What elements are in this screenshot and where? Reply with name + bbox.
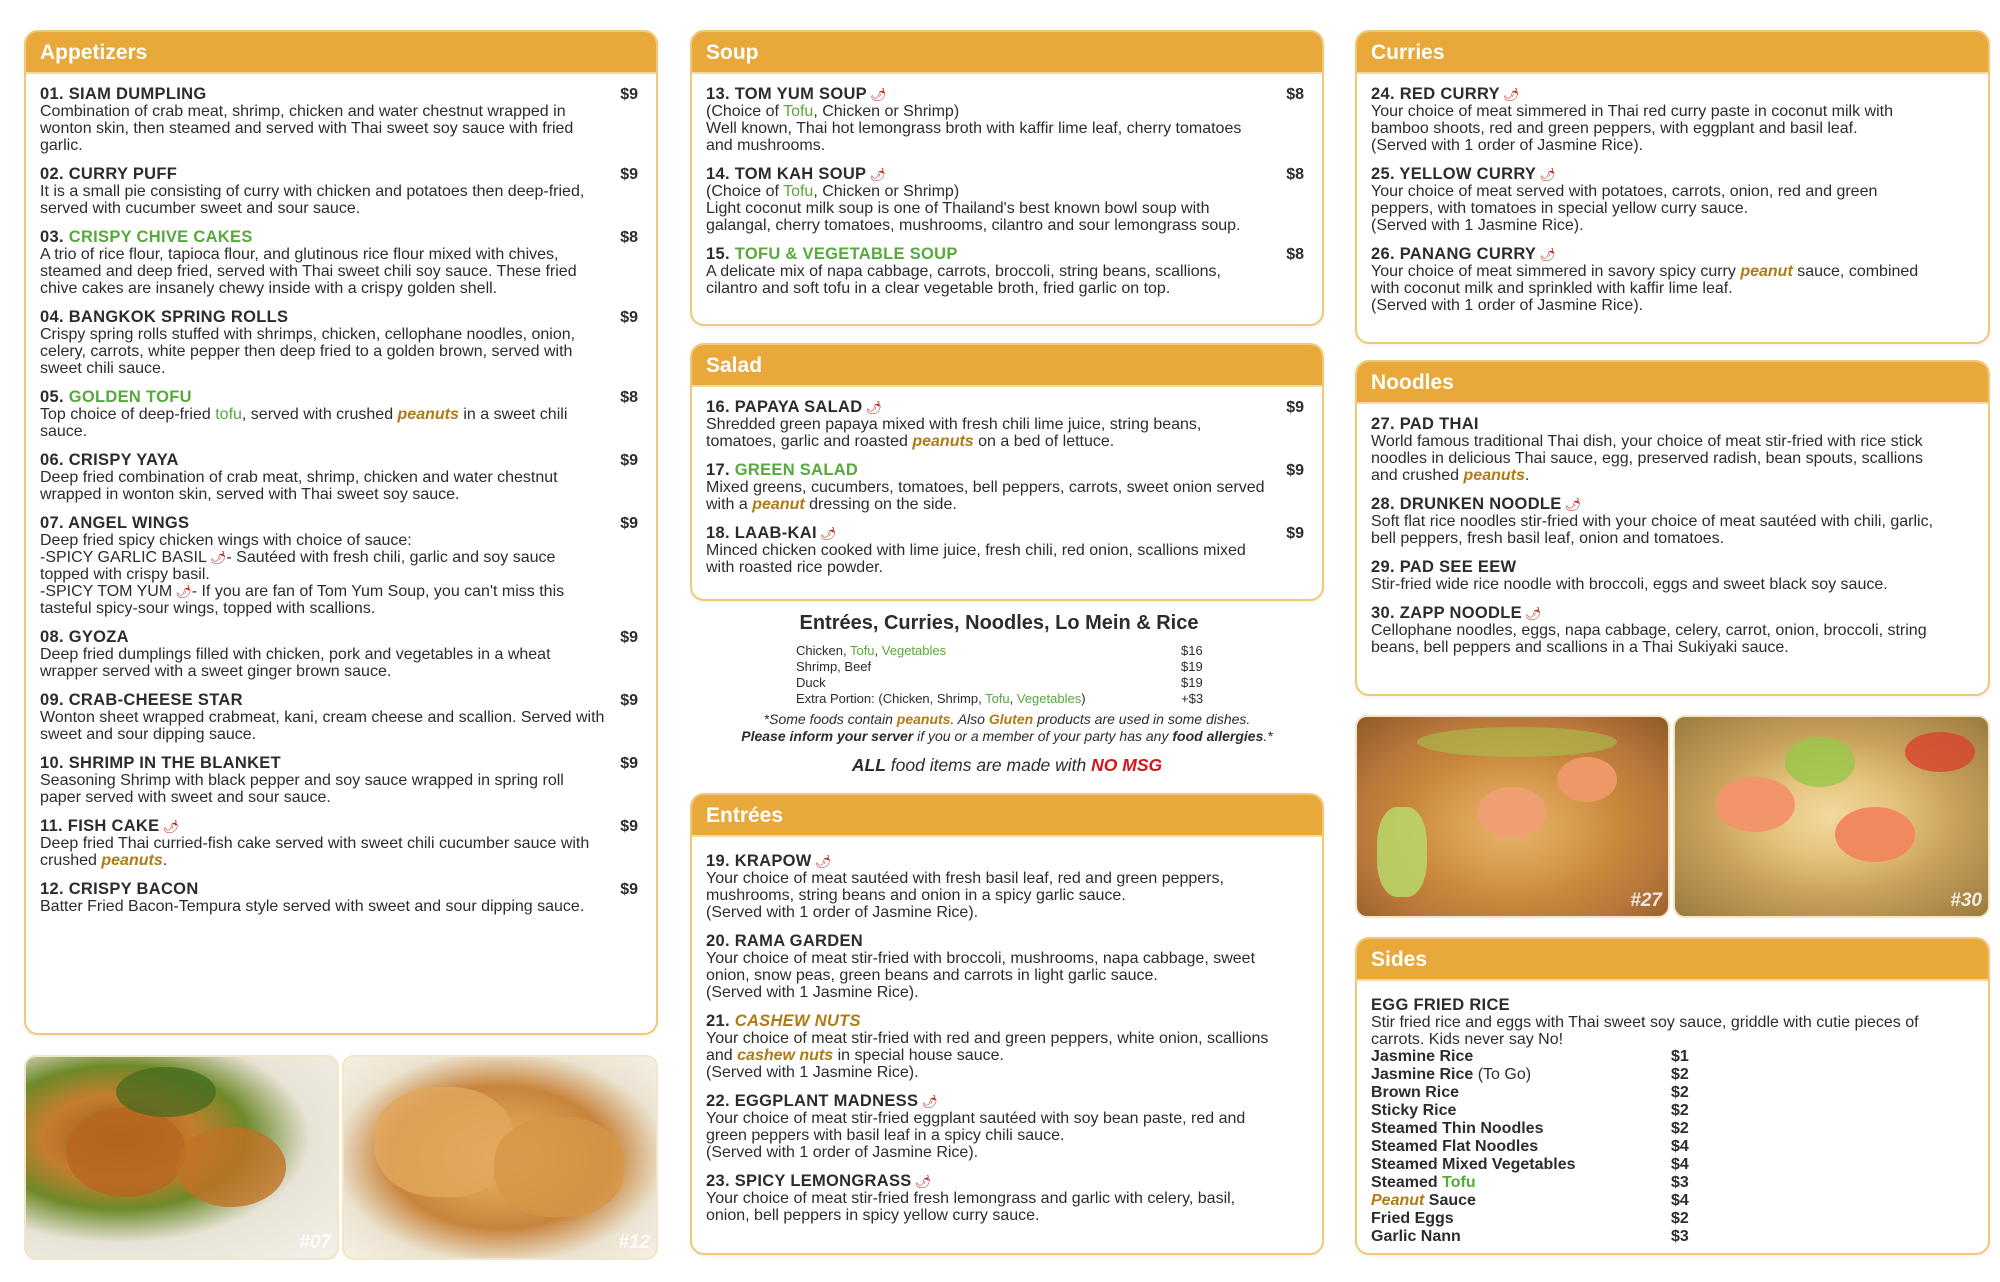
item-desc: Your choice of meat simmered in savory spicy curry peanut sauce, combined with coconut milk and sprinkled with kaffir lime leaf. bbox=[1371, 263, 1919, 297]
chili-pepper-icon: 🌶 bbox=[1524, 606, 1542, 621]
menu-item bbox=[40, 629, 642, 680]
menu-item bbox=[706, 399, 1308, 450]
item-price: $9 bbox=[620, 452, 638, 469]
menu-item bbox=[1371, 559, 1974, 593]
item-served: (Served with 1 order of Jasmine Rice). bbox=[706, 904, 979, 921]
menu-item bbox=[1371, 496, 1974, 547]
item-name: 27. PAD THAI bbox=[1371, 415, 1479, 433]
item-price: $9 bbox=[1286, 462, 1304, 479]
chili-pepper-icon: 🌶 bbox=[175, 584, 192, 599]
menu-item bbox=[40, 452, 642, 503]
chili-pepper-icon: 🌶 bbox=[162, 819, 180, 834]
side-item: Steamed Thin Noodles $2 bbox=[1371, 1120, 1689, 1137]
pricing-row: Shrimp, Beef $19 bbox=[796, 659, 1203, 674]
item-desc: Minced chicken cooked with lime juice, fresh chili, red onion, scallions mixed with roasted rice powder. bbox=[706, 542, 1246, 576]
item-name: 20. RAMA GARDEN bbox=[706, 932, 863, 950]
item-price: $9 bbox=[620, 755, 638, 772]
item-desc: Crispy spring rolls stuffed with shrimps, chicken, cellophane noodles, onion, celery, carrots, white pepper then deep fried to a golden brown, served with sweet chili sauce. bbox=[40, 326, 576, 377]
menu-item bbox=[1371, 86, 1974, 154]
item-choice: (Choice of Tofu, Chicken or Shrimp) bbox=[706, 183, 960, 200]
pricing-table bbox=[796, 643, 1231, 707]
menu-item bbox=[706, 1013, 1308, 1081]
item-sub-option: -SPICY GARLIC BASIL 🌶- Sautéed with fresh chili, garlic and soy sauce topped with crispy basil. bbox=[40, 549, 556, 583]
item-name: 25. YELLOW CURRY 🌶 bbox=[1371, 165, 1557, 183]
photo-label: #12 bbox=[618, 1232, 650, 1253]
item-desc: Deep fried dumplings filled with chicken, pork and vegetables in a wheat wrapper served with a sweet ginger brown sauce. bbox=[40, 646, 551, 680]
item-price: $8 bbox=[1286, 86, 1304, 103]
photo-crispy-bacon bbox=[342, 1055, 658, 1260]
photo-label: #30 bbox=[1950, 890, 1982, 911]
menu-item bbox=[706, 246, 1308, 297]
item-desc: Your choice of meat stir-fried fresh lemongrass and garlic with celery, basil, onion, bell peppers in spicy yellow curry sauce. bbox=[706, 1190, 1236, 1224]
menu-item bbox=[40, 86, 642, 154]
item-desc: A delicate mix of napa cabbage, carrots, broccoli, string beans, scallions, cilantro and soft tofu in a clear vegetable broth, fried garlic on top. bbox=[706, 263, 1221, 297]
side-item: Jasmine Rice (To Go) $2 bbox=[1371, 1066, 1689, 1083]
item-name: 13. TOM YUM SOUP 🌶 bbox=[706, 85, 887, 103]
chili-pepper-icon: 🌶 bbox=[1539, 167, 1557, 182]
item-desc: Mixed greens, cucumbers, tomatoes, bell peppers, carrots, sweet onion served with a peanut dressing on the side. bbox=[706, 479, 1265, 513]
item-desc: Deep fried combination of crab meat, shrimp, chicken and water chestnut wrapped in wonton skin, served with Thai sweet soy sauce. bbox=[40, 469, 558, 503]
menu-item bbox=[40, 881, 642, 915]
item-name: 28. DRUNKEN NOODLE 🌶 bbox=[1371, 495, 1582, 513]
item-price: $9 bbox=[620, 629, 638, 646]
sides-list bbox=[1371, 1048, 1974, 1246]
menu-item bbox=[706, 86, 1308, 154]
item-served: (Served with 1 order of Jasmine Rice). bbox=[706, 1144, 979, 1161]
side-item: Steamed Mixed Vegetables $4 bbox=[1371, 1156, 1689, 1173]
pricing-row: Extra Portion: (Chicken, Shrimp, Tofu, Vegetables) +$3 bbox=[796, 691, 1204, 706]
item-name: 19. KRAPOW 🌶 bbox=[706, 852, 832, 870]
item-name: 21. CASHEW NUTS bbox=[706, 1012, 861, 1030]
side-item: Brown Rice $2 bbox=[1371, 1084, 1689, 1101]
item-price: $8 bbox=[620, 229, 638, 246]
allergy-note: *Some foods contain peanuts. Also Gluten products are used in some dishes. Please inform your server if you or a member of your party has any food allergies.* bbox=[741, 711, 1273, 744]
menu-item bbox=[706, 525, 1308, 576]
menu-item bbox=[706, 853, 1308, 921]
photo-label: #07 bbox=[299, 1232, 331, 1253]
item-desc: Your choice of meat simmered in Thai red curry paste in coconut milk with bamboo shoots, red and green peppers, with eggplant and basil leaf. bbox=[1371, 103, 1894, 137]
item-name: 06. CRISPY YAYA bbox=[40, 451, 179, 469]
no-msg-note: ALL food items are made with NO MSG bbox=[851, 755, 1163, 775]
item-desc: Your choice of meat stir-fried eggplant sautéed with soy bean paste, red and green peppers with basil leaf in a spicy chili sauce. bbox=[706, 1110, 1246, 1144]
item-name: 04. BANGKOK SPRING ROLLS bbox=[40, 308, 289, 326]
chili-pepper-icon: 🌶 bbox=[1539, 247, 1557, 262]
menu-item bbox=[706, 1093, 1308, 1161]
item-served: (Served with 1 Jasmine Rice). bbox=[1371, 217, 1584, 234]
chili-pepper-icon: 🌶 bbox=[819, 526, 837, 541]
item-price: $9 bbox=[620, 881, 638, 898]
menu-item bbox=[706, 1173, 1308, 1224]
entrees-title: Entrées bbox=[692, 795, 1322, 837]
item-choice: (Choice of Tofu, Chicken or Shrimp) bbox=[706, 103, 960, 120]
item-desc: Soft flat rice noodles stir-fried with your choice of meat sautéed with chili, garlic, bell peppers, fresh basil leaf, onion and tomatoes. bbox=[1371, 513, 1934, 547]
item-desc: A trio of rice flour, tapioca flour, and glutinous rice flour mixed with chives, steamed and deep fried, served with Thai sweet chili soy sauce. These fried chive cakes are insanely chewy inside with a crispy golden shell. bbox=[40, 246, 577, 297]
chili-pepper-icon: 🌶 bbox=[921, 1094, 939, 1109]
pricing-block bbox=[692, 612, 1322, 775]
item-name: 29. PAD SEE EEW bbox=[1371, 558, 1517, 576]
item-name: 07. ANGEL WINGS bbox=[40, 514, 190, 532]
pricing-row: Chicken, Tofu, Vegetables $16 bbox=[796, 643, 1203, 658]
salad-title: Salad bbox=[692, 345, 1322, 387]
item-name: 09. CRAB-CHEESE STAR bbox=[40, 691, 243, 709]
side-item: Steamed Tofu $3 bbox=[1371, 1174, 1689, 1191]
photo-angel-wings bbox=[24, 1055, 339, 1260]
pricing-row: Duck $19 bbox=[796, 675, 1203, 690]
item-price: $8 bbox=[620, 389, 638, 406]
item-name: 18. LAAB-KAI 🌶 bbox=[706, 524, 837, 542]
item-desc: Top choice of deep-fried tofu, served with crushed peanuts in a sweet chili sauce. bbox=[40, 406, 568, 440]
curries-panel bbox=[1355, 30, 1990, 344]
menu-item bbox=[706, 166, 1308, 234]
side-item: Garlic Nann $3 bbox=[1371, 1228, 1689, 1245]
item-served: (Served with 1 Jasmine Rice). bbox=[706, 984, 919, 1001]
item-price: $8 bbox=[1286, 166, 1304, 183]
item-price: $9 bbox=[1286, 399, 1304, 416]
item-price: $9 bbox=[620, 692, 638, 709]
item-served: (Served with 1 order of Jasmine Rice). bbox=[1371, 137, 1644, 154]
egg-fried-rice-desc: Stir fried rice and eggs with Thai sweet soy sauce, griddle with cutie pieces of carrots. Kids never say No! bbox=[1371, 1014, 1919, 1048]
item-name: 15. TOFU & VEGETABLE SOUP bbox=[706, 245, 958, 263]
item-desc: Your choice of meat sautéed with fresh basil leaf, red and green peppers, mushrooms, string beans and onion in a spicy garlic sauce. bbox=[706, 870, 1224, 904]
chili-pepper-icon: 🌶 bbox=[1502, 87, 1520, 102]
side-item: Fried Eggs $2 bbox=[1371, 1210, 1689, 1227]
item-desc: Shredded green papaya mixed with fresh chili lime juice, string beans, tomatoes, garlic and roasted peanuts on a bed of lettuce. bbox=[706, 416, 1202, 450]
chili-pepper-icon: 🌶 bbox=[814, 854, 832, 869]
item-name: 14. TOM KAH SOUP 🌶 bbox=[706, 165, 887, 183]
item-name: 26. PANANG CURRY 🌶 bbox=[1371, 245, 1557, 263]
menu-item bbox=[706, 933, 1308, 1001]
item-price: $9 bbox=[620, 818, 638, 835]
menu-item bbox=[706, 462, 1308, 513]
side-item: Sticky Rice $2 bbox=[1371, 1102, 1689, 1119]
item-sub-option: -SPICY TOM YUM 🌶- If you are fan of Tom Yum Soup, you can't miss this tasteful spicy-sour wings, topped with scallions. bbox=[40, 583, 565, 617]
item-served: (Served with 1 Jasmine Rice). bbox=[706, 1064, 919, 1081]
side-item: Steamed Flat Noodles $4 bbox=[1371, 1138, 1689, 1155]
menu-item bbox=[40, 818, 642, 869]
item-name: 24. RED CURRY 🌶 bbox=[1371, 85, 1520, 103]
item-desc: Batter Fried Bacon-Tempura style served with sweet and sour dipping sauce. bbox=[40, 898, 585, 915]
item-name: 17. GREEN SALAD bbox=[706, 461, 859, 479]
chili-pepper-icon: 🌶 bbox=[209, 550, 227, 565]
noodles-title: Noodles bbox=[1357, 362, 1988, 404]
menu-item bbox=[40, 755, 642, 806]
menu-item bbox=[40, 229, 642, 297]
item-desc: Your choice of meat stir-fried with broccoli, mushrooms, napa cabbage, sweet onion, snow peas, green beans and carrots in light garlic sauce. bbox=[706, 950, 1256, 984]
menu-item bbox=[40, 309, 642, 377]
menu-item bbox=[40, 515, 642, 617]
item-desc: Your choice of meat stir-fried with red and green peppers, white onion, scallions and cashew nuts in special house sauce. bbox=[706, 1030, 1269, 1064]
sides-title: Sides bbox=[1357, 939, 1988, 981]
photo-label: #27 bbox=[1630, 890, 1662, 911]
item-name: 30. ZAPP NOODLE 🌶 bbox=[1371, 604, 1542, 622]
menu-item bbox=[1371, 246, 1974, 314]
menu-item bbox=[1371, 416, 1974, 484]
noodles-panel bbox=[1355, 360, 1990, 696]
item-name: 22. EGGPLANT MADNESS 🌶 bbox=[706, 1092, 939, 1110]
item-price: $9 bbox=[620, 309, 638, 326]
item-name: 23. SPICY LEMONGRASS 🌶 bbox=[706, 1172, 932, 1190]
soup-panel bbox=[690, 30, 1324, 326]
entrees-panel bbox=[690, 793, 1324, 1255]
pricing-title: Entrées, Curries, Noodles, Lo Mein & Rice bbox=[799, 612, 1199, 634]
menu-item bbox=[40, 692, 642, 743]
item-name: 11. FISH CAKE 🌶 bbox=[40, 817, 180, 835]
chili-pepper-icon: 🌶 bbox=[914, 1174, 932, 1189]
photo-pad-thai bbox=[1355, 715, 1670, 918]
item-name: 03. CRISPY CHIVE CAKES bbox=[40, 228, 253, 246]
item-desc: Your choice of meat served with potatoes, carrots, onion, red and green peppers, with tomatoes in special yellow curry sauce. bbox=[1371, 183, 1878, 217]
item-name: 02. CURRY PUFF bbox=[40, 165, 178, 183]
salad-panel bbox=[690, 343, 1324, 601]
photo-zapp-noodle bbox=[1673, 715, 1990, 918]
item-name: 12. CRISPY BACON bbox=[40, 880, 199, 898]
side-item: Jasmine Rice $1 bbox=[1371, 1048, 1689, 1065]
item-desc: Wonton sheet wrapped crabmeat, kani, cream cheese and scallion. Served with sweet and sour dipping sauce. bbox=[40, 709, 605, 743]
item-desc: It is a small pie consisting of curry with chicken and potatoes then deep-fried, served with cucumber sweet and sour sauce. bbox=[40, 183, 585, 217]
appetizers-title: Appetizers bbox=[26, 32, 656, 74]
item-name: 01. SIAM DUMPLING bbox=[40, 85, 207, 103]
chili-pepper-icon: 🌶 bbox=[869, 167, 887, 182]
item-desc: World famous traditional Thai dish, your choice of meat stir-fried with rice stick noodles in delicious Thai sauce, egg, preserved radish, bean spouts, scallions and crushed peanuts. bbox=[1371, 433, 1924, 484]
item-name: 08. GYOZA bbox=[40, 628, 129, 646]
item-price: $8 bbox=[1286, 246, 1304, 263]
menu-item bbox=[40, 389, 642, 440]
item-desc: Stir-fried wide rice noodle with broccoli, eggs and sweet black soy sauce. bbox=[1371, 576, 1888, 593]
item-desc: Combination of crab meat, shrimp, chicken and water chestnut wrapped in wonton skin, then steamed and served with Thai sweet soy sauce with fried garlic. bbox=[40, 103, 574, 154]
appetizers-panel bbox=[24, 30, 658, 1035]
item-desc: Cellophane noodles, eggs, napa cabbage, celery, carrot, onion, broccoli, string beans, bell peppers and scallions in a Thai Sukiyaki sauce. bbox=[1371, 622, 1927, 656]
side-item: Peanut Sauce $4 bbox=[1371, 1192, 1689, 1209]
chili-pepper-icon: 🌶 bbox=[1564, 497, 1582, 512]
sides-panel bbox=[1355, 937, 1990, 1255]
item-price: $9 bbox=[1286, 525, 1304, 542]
item-price: $9 bbox=[620, 515, 638, 532]
item-name: 10. SHRIMP IN THE BLANKET bbox=[40, 754, 281, 772]
item-name: 05. GOLDEN TOFU bbox=[40, 388, 192, 406]
item-desc: Seasoning Shrimp with black pepper and soy sauce wrapped in spring roll paper served with sweet and sour sauce. bbox=[40, 772, 564, 806]
soup-title: Soup bbox=[692, 32, 1322, 74]
item-price: $9 bbox=[620, 166, 638, 183]
menu-item bbox=[1371, 605, 1974, 656]
item-desc: Deep fried spicy chicken wings with choice of sauce: bbox=[40, 532, 412, 549]
item-price: $9 bbox=[620, 86, 638, 103]
item-desc: Light coconut milk soup is one of Thailand's best known bowl soup with galangal, cherry tomatoes, mushrooms, cilantro and sour lemongrass soup. bbox=[706, 200, 1241, 234]
chili-pepper-icon: 🌶 bbox=[869, 87, 887, 102]
menu-item bbox=[40, 166, 642, 217]
item-served: (Served with 1 order of Jasmine Rice). bbox=[1371, 297, 1644, 314]
item-desc: Well known, Thai hot lemongrass broth with kaffir lime leaf, cherry tomatoes and mushrooms. bbox=[706, 120, 1242, 154]
item-desc: Deep fried Thai curried-fish cake served with sweet chili cucumber sauce with crushed peanuts. bbox=[40, 835, 590, 869]
egg-fried-rice-name: EGG FRIED RICE bbox=[1371, 996, 1510, 1014]
menu-item bbox=[1371, 166, 1974, 234]
curries-title: Curries bbox=[1357, 32, 1988, 74]
chili-pepper-icon: 🌶 bbox=[865, 400, 883, 415]
item-name: 16. PAPAYA SALAD 🌶 bbox=[706, 398, 883, 416]
